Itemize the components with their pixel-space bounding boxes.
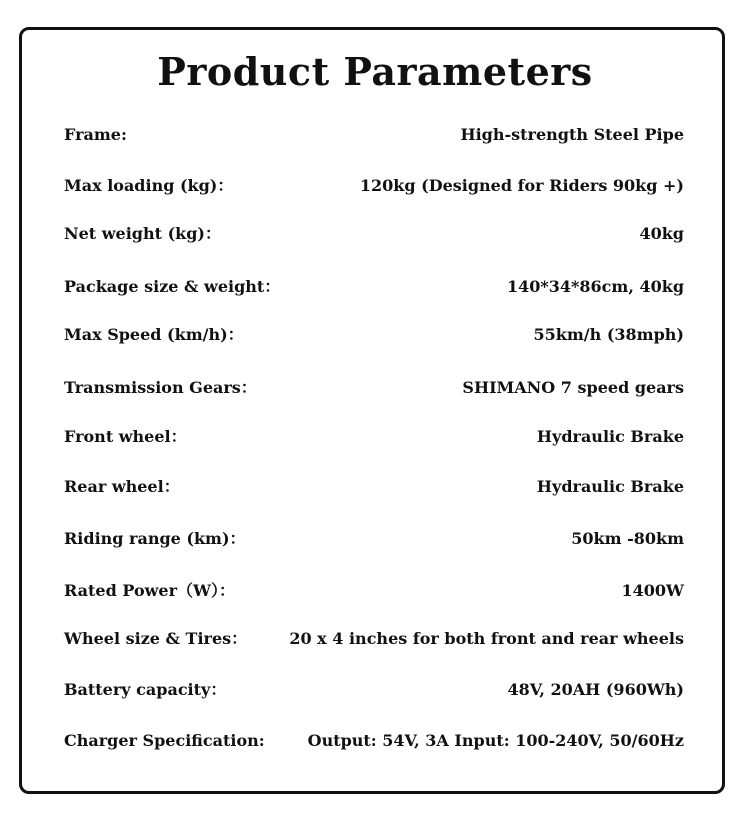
param-label: Net weight (kg)： bbox=[64, 224, 221, 243]
param-label: Transmission Gears： bbox=[64, 378, 257, 397]
param-value: 40kg bbox=[639, 224, 684, 243]
param-row-battery-capacity bbox=[64, 677, 684, 703]
param-label: Riding range (km)： bbox=[64, 529, 246, 548]
param-label: Max loading (kg)： bbox=[64, 176, 234, 195]
param-label: Package size & weight： bbox=[64, 277, 281, 296]
param-label: Battery capacity： bbox=[64, 680, 227, 699]
param-row-frame bbox=[64, 122, 684, 148]
param-row-rated-power bbox=[64, 578, 684, 604]
param-value: High-strength Steel Pipe bbox=[460, 125, 684, 144]
param-row-charger-specification bbox=[64, 728, 684, 754]
param-label: Frame: bbox=[64, 125, 127, 144]
param-row-riding-range bbox=[64, 526, 684, 552]
param-value: Hydraulic Brake bbox=[536, 477, 684, 496]
param-value: 55km/h (38mph) bbox=[533, 325, 684, 344]
param-row-transmission-gears bbox=[64, 375, 684, 401]
param-value: 50km -80km bbox=[571, 529, 684, 548]
param-row-net-weight bbox=[64, 221, 684, 247]
param-row-max-loading bbox=[64, 173, 684, 199]
param-label: Charger Specification: bbox=[64, 731, 265, 750]
param-value: Output: 54V, 3A Input: 100-240V, 50/60Hz bbox=[307, 731, 684, 750]
param-row-package-size bbox=[64, 274, 684, 300]
param-value: Hydraulic Brake bbox=[536, 427, 684, 446]
param-label: Front wheel： bbox=[64, 427, 187, 446]
param-value: SHIMANO 7 speed gears bbox=[462, 378, 684, 397]
param-value: 1400W bbox=[621, 581, 684, 600]
param-row-rear-wheel bbox=[64, 474, 684, 500]
param-label: Rear wheel： bbox=[64, 477, 180, 496]
page-title: Product Parameters bbox=[157, 49, 593, 94]
param-row-wheel-size bbox=[64, 626, 684, 652]
param-label: Rated Power（W）： bbox=[64, 581, 235, 600]
param-value: 20 x 4 inches for both front and rear wheels bbox=[289, 629, 684, 648]
param-row-front-wheel bbox=[64, 424, 684, 450]
param-label: Wheel size & Tires： bbox=[64, 629, 248, 648]
param-value: 120kg (Designed for Riders 90kg +) bbox=[359, 176, 684, 195]
param-row-max-speed bbox=[64, 322, 684, 348]
param-label: Max Speed (km/h)： bbox=[64, 325, 244, 344]
param-value: 48V, 20AH (960Wh) bbox=[507, 680, 684, 699]
param-value: 140*34*86cm, 40kg bbox=[506, 277, 684, 296]
